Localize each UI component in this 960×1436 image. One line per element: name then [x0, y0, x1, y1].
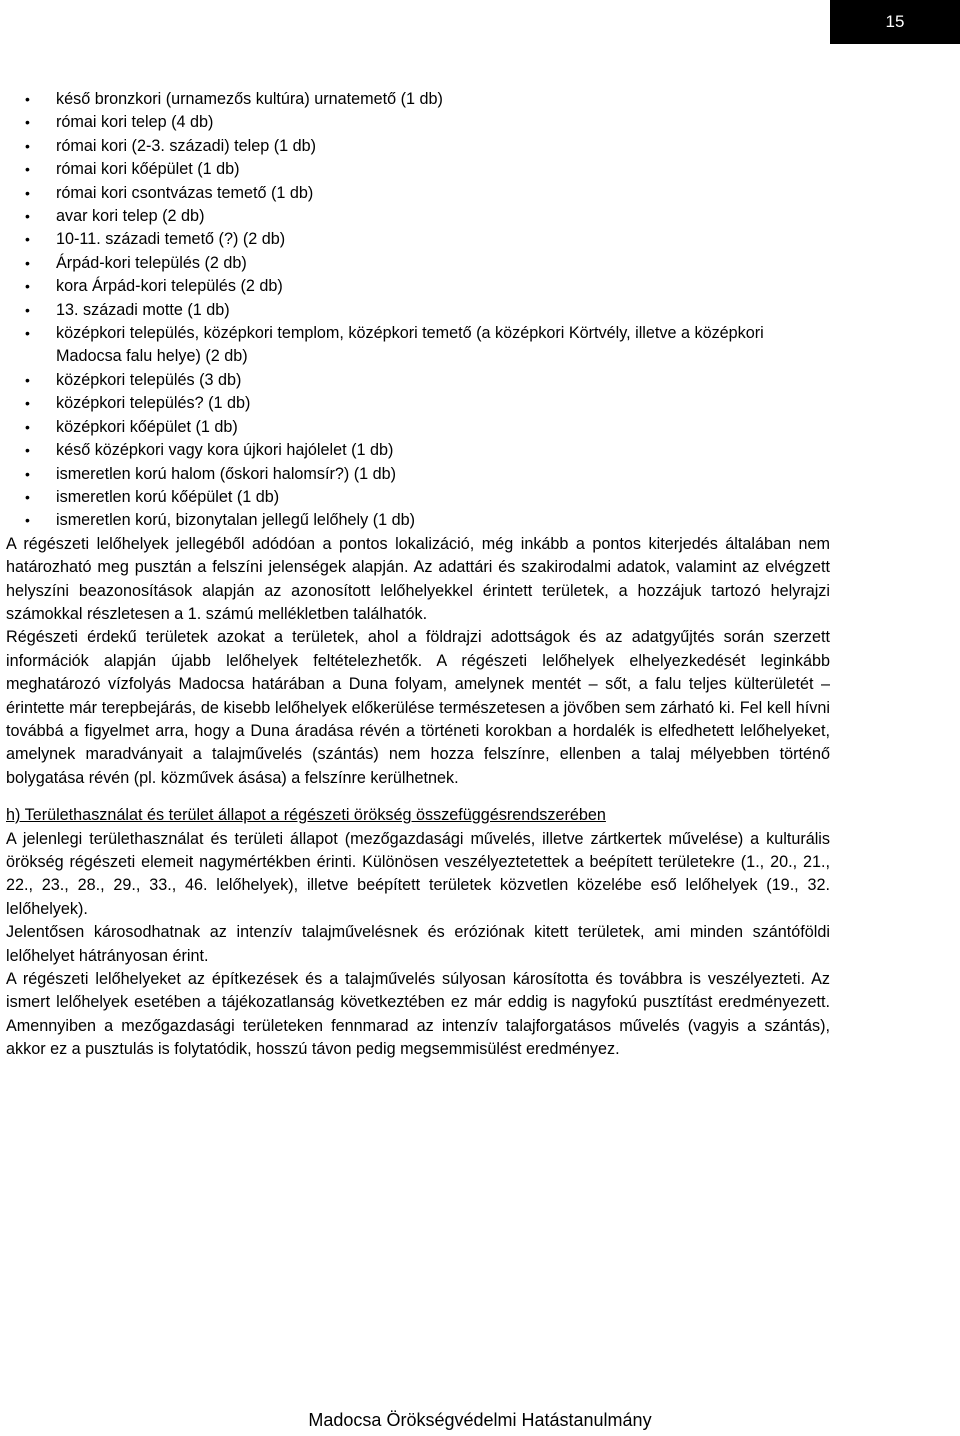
bullet-icon: • [25, 301, 30, 318]
list-item-text: késő középkori vagy kora újkori hajólelet (1 db) [56, 441, 394, 460]
list-item-text: ismeretlen korú halom (őskori halomsír?) (1 db) [56, 464, 397, 483]
bullet-icon: • [25, 184, 30, 201]
list-item [6, 509, 830, 532]
bullet-icon: • [25, 442, 30, 459]
list-item [6, 252, 830, 275]
bullet-icon: • [25, 512, 30, 529]
page-number [830, 0, 960, 44]
list-item-text: középkori település, középkori templom, középkori temető (a középkori Körtvély, illetve a középkori Madocsa falu helye) (2 db) [56, 324, 764, 366]
list-item [6, 158, 830, 181]
bullet-icon: • [25, 161, 30, 178]
bullet-icon: • [25, 208, 30, 225]
list-item-text: ismeretlen korú, bizonytalan jellegű lelőhely (1 db) [56, 511, 416, 530]
list-item [6, 369, 830, 392]
list-item [6, 275, 830, 298]
list-item [6, 88, 830, 111]
list-item-text: 10-11. századi temető (?) (2 db) [56, 230, 286, 249]
bullet-icon: • [25, 278, 30, 295]
list-item [6, 322, 830, 369]
list-item-text: ismeretlen korú kőépület (1 db) [56, 487, 280, 506]
page-footer: Madocsa Örökségvédelmi Hatástanulmány [308, 1410, 652, 1430]
list-item-text: Árpád-kori település (2 db) [56, 253, 247, 272]
list-item-text: késő bronzkori (urnamezős kultúra) urnatemető (1 db) [56, 90, 443, 108]
paragraph-erosion: Jelentősen károsodhatnak az intenzív talajművelésnek és eróziónak kitett területek, ami minden szántóföldi lelőhelyet hátrányosan érint. [6, 923, 830, 965]
document-body [6, 88, 830, 1062]
bullet-icon: • [25, 137, 30, 154]
list-item-text: 13. századi motte (1 db) [56, 300, 230, 319]
list-item [6, 228, 830, 251]
list-item [6, 135, 830, 158]
bullet-icon: • [25, 114, 30, 131]
bullet-icon: • [25, 325, 30, 342]
list-item [6, 439, 830, 462]
bullet-icon: • [25, 465, 30, 482]
list-item [6, 416, 830, 439]
list-item [6, 486, 830, 509]
list-item [6, 182, 830, 205]
list-item [6, 205, 830, 228]
bullet-icon: • [25, 395, 30, 412]
paragraph-archaeological-interest-areas: Régészeti érdekű területek azokat a területek, ahol a földrajzi adottságok és az adatgyűjtés során szerzett információk alapján újabb lelőhelyek feltételezhetők. A régészeti lelőhelyek elhelyezkedését leginkább meghatározó vízfolyás Madocsa határában a Duna folyam, amelynek mentét – sőt, a falu teljes külterületét – érintette már terepbejárás, de kisebb lelőhelyek előkerülése természetesen a jövőben sem zárható ki. Fel kell hívni továbbá a figyelmet arra, hogy a Duna áradása révén a történeti korokban a hordalék is elfedhetett lelőhelyeket, amelynek maradványait a talajművelés (szántás) nem hozza felszínre, ellenben a talaj mélyebben történő bolygatása révén (pl. közművek ásása) a felszínre kerülhetnek. [6, 628, 830, 787]
page-number-text: 15 [885, 12, 905, 31]
list-item [6, 392, 830, 415]
list-item-text: középkori település (3 db) [56, 370, 242, 389]
section-heading: h) Területhasználat és terület állapot a régészeti örökség összefüggésrendszerében [6, 806, 606, 825]
bullet-icon: • [25, 371, 30, 388]
list-item [6, 299, 830, 322]
list-item-text: kora Árpád-kori település (2 db) [56, 277, 283, 296]
bullet-icon: • [25, 231, 30, 248]
paragraph-damage: A régészeti lelőhelyeket az építkezések és a talajművelés súlyosan károsította és továbbra is veszélyezteti. Az ismert lelőhelyek esetében a tájékozatlanság következtében ez már eddig is nagyfokú pusztítást eredményezett. Amennyiben a mezőgazdasági területeken fennmarad az intenzív talajforgatásos művelés (vagyis a szántás), akkor ez a pusztulás is folytatódik, hosszú távon pedig megsemmisülést eredményez. [6, 970, 830, 1059]
bullet-icon: • [25, 488, 30, 505]
list-item-text: avar kori telep (2 db) [56, 207, 205, 226]
paragraph-land-use: A jelenlegi területhasználat és területi állapot (mezőgazdasági művelés, illetve zártkertek művelése) a kulturális örökség régészeti elemeit nagymértékben érinti. Különösen veszélyeztetettek a beépített területekre (1., 20., 21., 22., 23., 28., 29., 33., 46. lelőhelyek), illetve beépített területek közvetlen közelébe eső lelőhelyek (19., 32. lelőhelyek). [6, 829, 830, 918]
list-item [6, 111, 830, 134]
list-item-text: római kori csontvázas temető (1 db) [56, 183, 314, 202]
list-item-text: középkori település? (1 db) [56, 394, 251, 413]
list-item-text: középkori kőépület (1 db) [56, 417, 238, 436]
list-item-text: római kori telep (4 db) [56, 113, 214, 132]
site-type-list [6, 88, 830, 533]
paragraph-localization: A régészeti lelőhelyek jellegéből adódóan a pontos lokalizáció, még inkább a pontos kiterjedés általában nem határozható meg pusztán a felszíni jelenségek alapján. Az adattári és szakirodalmi adatok, valamint az elvégzett helyszíni beazonosítások alapján az azonosított lelőhelyekkel érintett területek, a hozzájuk tartozó helyrajzi számokkal részletesen a 1. számú mellékletben találhatók. [6, 534, 830, 623]
bullet-icon: • [25, 254, 30, 271]
list-item [6, 463, 830, 486]
bullet-icon: • [25, 91, 30, 107]
list-item-text: római kori (2-3. századi) telep (1 db) [56, 136, 316, 155]
bullet-icon: • [25, 418, 30, 435]
list-item-text: római kori kőépület (1 db) [56, 160, 240, 179]
